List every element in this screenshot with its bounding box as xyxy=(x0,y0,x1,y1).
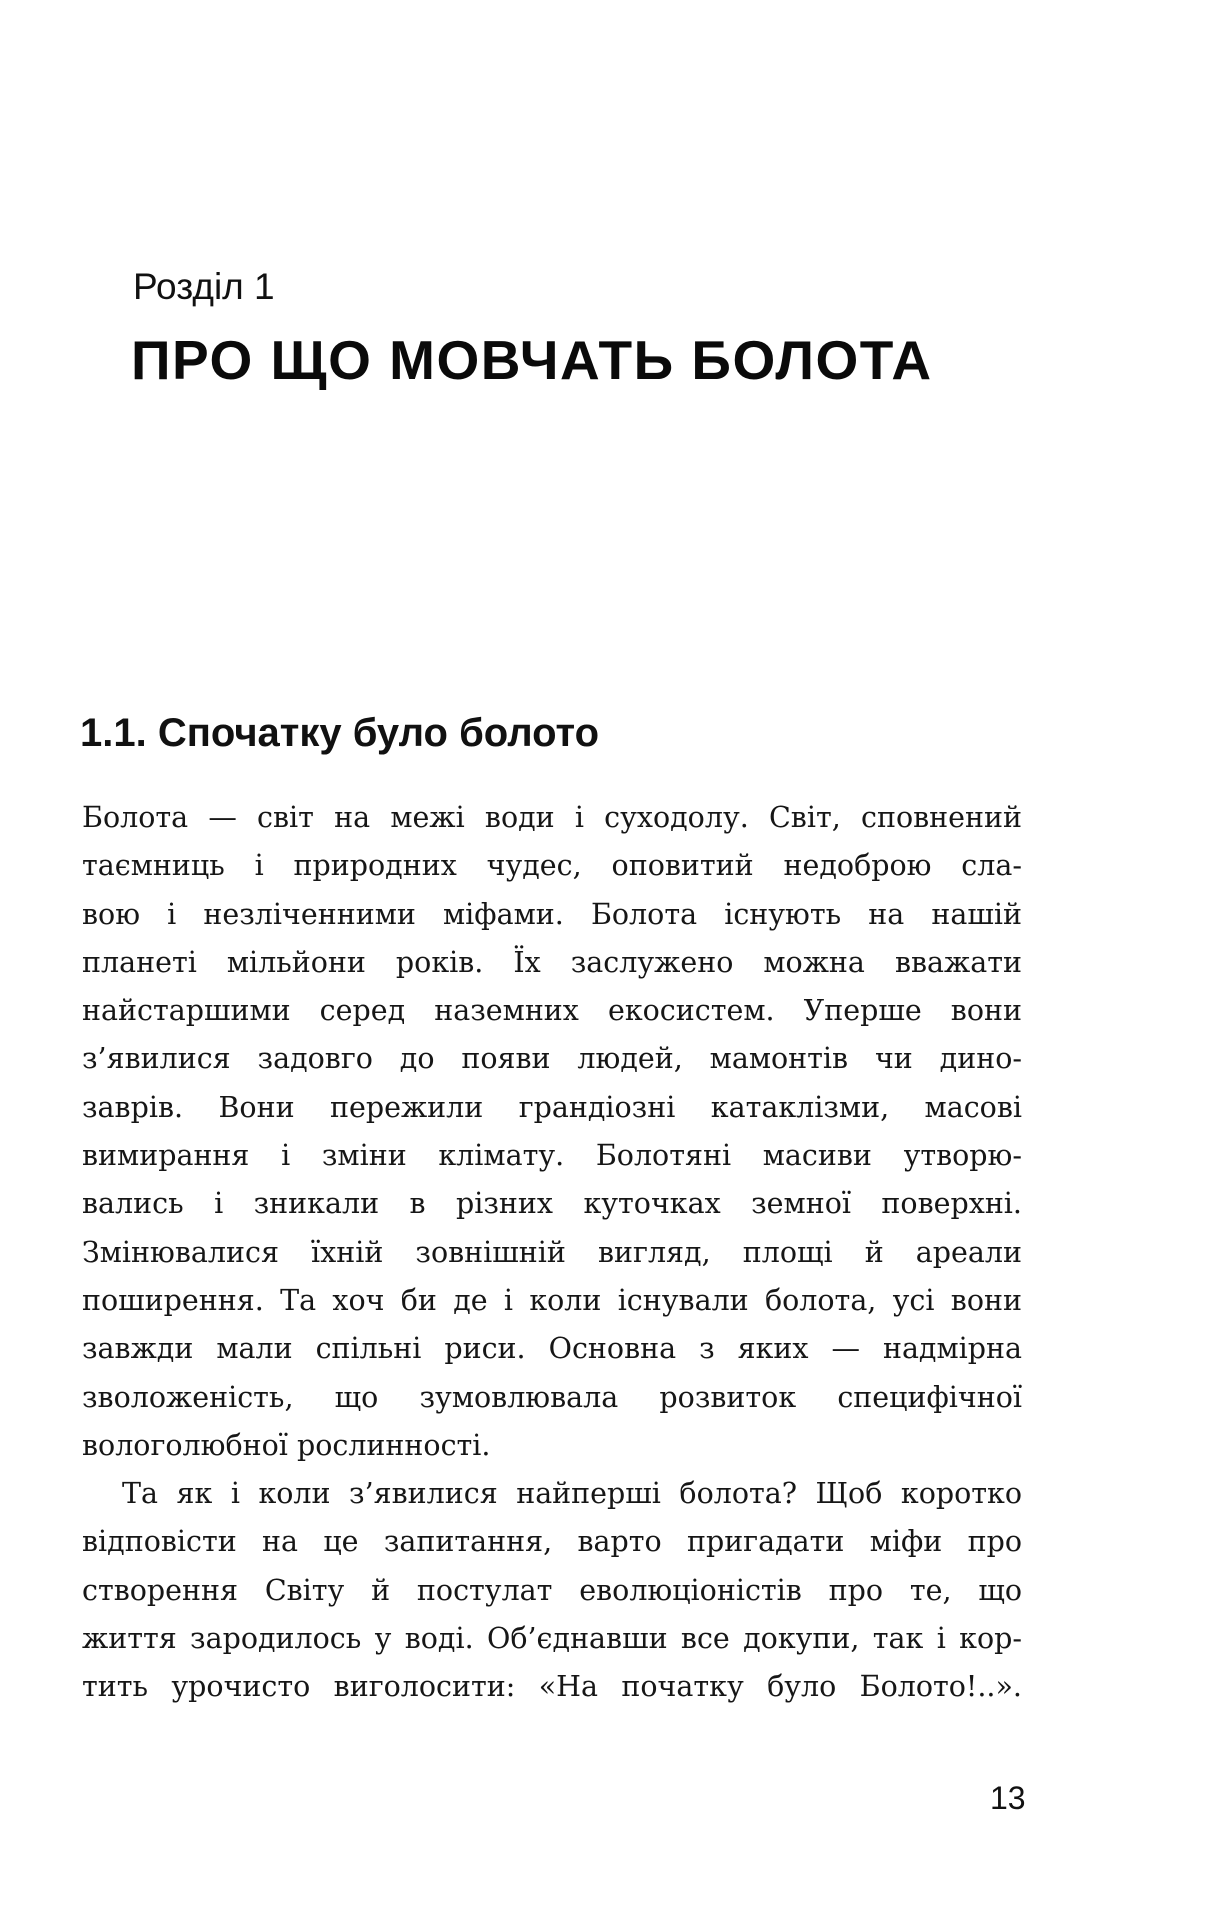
text-line: Та як і коли з’явилися найперші болота? Щоб коротко xyxy=(122,1477,1022,1511)
text-line: Болота — світ на межі води і суходолу. Світ, сповнений xyxy=(82,801,1022,834)
text-line: відповісти на це запитання, варто пригадати міфи про xyxy=(82,1525,1022,1559)
text-line: найстаршими серед наземних екосистем. Уперше вони xyxy=(82,994,1022,1028)
text-line: з’явилися задовго до появи людей, мамонтів чи дино- xyxy=(82,1042,1022,1076)
chapter-label: Розділ 1 xyxy=(133,266,275,307)
text-line: зволоженість, що зумовлювала розвиток специфічної xyxy=(82,1380,1022,1414)
text-line: таємниць і природних чудес, оповитий недоброю сла- xyxy=(82,849,1022,883)
text-line: життя зародилось у воді. Об’єднавши все докупи, так і кор- xyxy=(82,1622,1022,1656)
text-line: заврів. Вони пережили грандіозні катаклізми, масові xyxy=(82,1090,1022,1124)
text-line: створення Світу й постулат еволюціоністів про те, що xyxy=(82,1573,1022,1607)
text-line: тить урочисто виголосити: «На початку було Болото!..». xyxy=(82,1670,1022,1704)
paragraph-2 xyxy=(82,1470,1022,1711)
text-line: вологолюбної рослинності. xyxy=(82,1428,491,1462)
text-line: вимирання і зміни клімату. Болотяні масиви утворю- xyxy=(82,1139,1022,1173)
page-number: 13 xyxy=(990,1780,1026,1816)
text-line: вались і зникали в різних куточках земної поверхні. xyxy=(82,1187,1022,1221)
text-line: Змінювалися їхній зовнішній вигляд, площі й ареали xyxy=(82,1235,1022,1269)
text-line: завжди мали спільні риси. Основна з яких — надмірна xyxy=(82,1332,1022,1366)
section-title: 1.1. Спочатку було болото xyxy=(80,711,600,755)
text-line: вою і незліченними міфами. Болота існують на нашій xyxy=(82,897,1022,931)
text-line: планеті мільйони років. Їх заслужено можна вважати xyxy=(82,945,1022,979)
paragraph-1 xyxy=(82,794,1022,1470)
text-line: поширення. Та хоч би де і коли існували болота, усі вони xyxy=(82,1283,1022,1317)
body-text xyxy=(82,794,1022,1712)
chapter-title: ПРО ЩО МОВЧАТЬ БОЛОТА xyxy=(131,329,933,391)
